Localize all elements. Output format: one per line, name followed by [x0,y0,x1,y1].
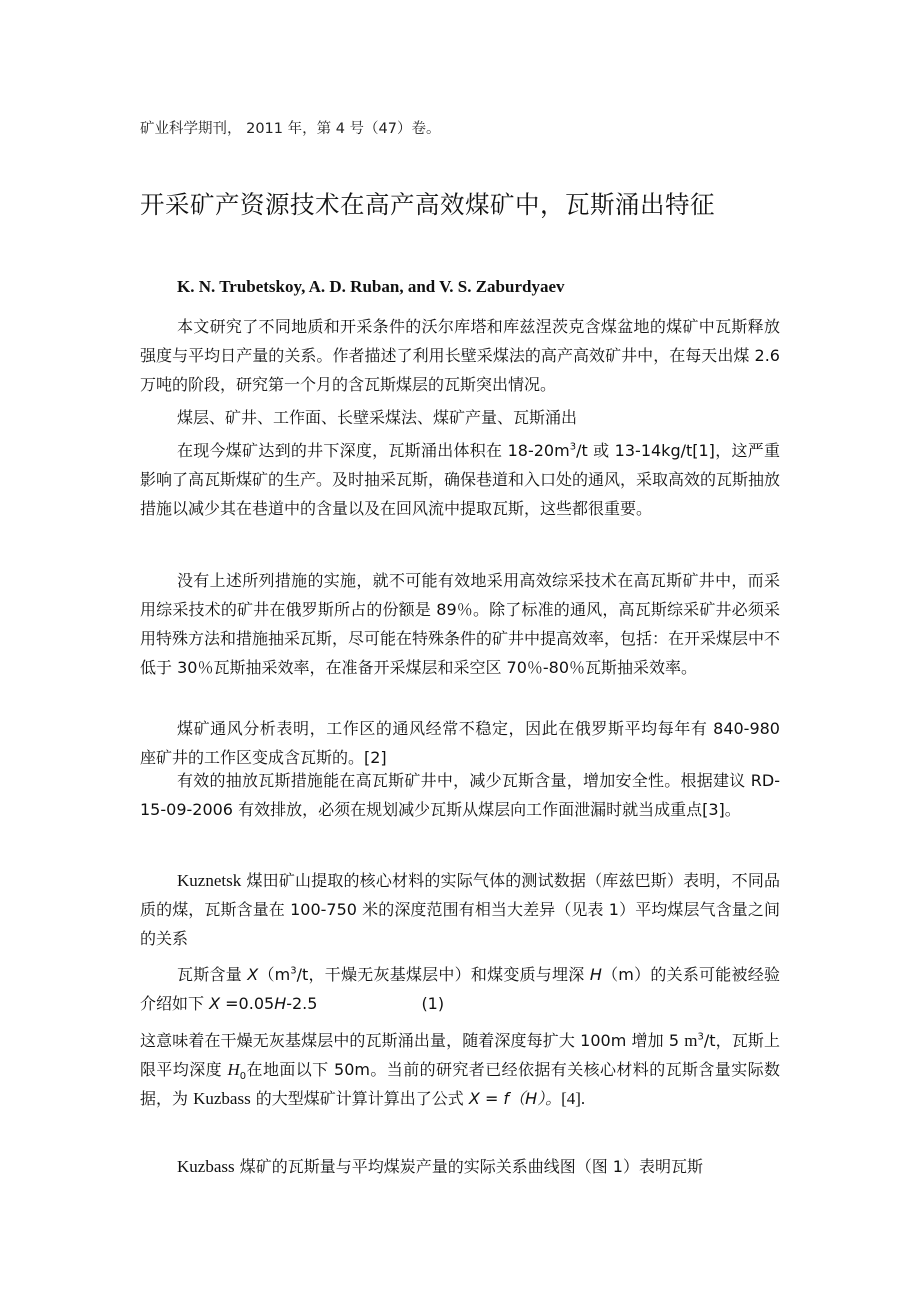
p7-c: 在地面以下 50m。当前的研究者已经依据有关核心材料的瓦斯含量实际数据，为 [140,1060,780,1108]
p5-text: 煤田矿山提取的核心材料的实际气体的测试数据（库兹巴斯）表明，不同品质的煤，瓦斯含量在 100-750 米的深度范围有相当大差异（见表 1）平均煤层气含量之间的关系 [140,871,780,948]
paragraph-3: 煤矿通风分析表明，工作区的通风经常不稳定，因此在俄罗斯平均每年有 840-980 座矿井的工作区变成含瓦斯的。[2] [140,719,780,767]
p6-sup: 3 [290,965,297,977]
p7-formula: X = f（H）。 [468,1089,562,1108]
p1-text-b: /t 或 13-14kg/t[1]，这严重影响了高瓦斯煤矿的生产。及时抽采瓦斯，确保巷道和入口处的通风，采取高效的瓦斯抽放措施以减少其在巷道中的含量以及在回风流中提取瓦斯，这些都很重要。 [140,441,781,518]
p7-m: m [684,1031,698,1050]
p6-x: X [247,965,259,984]
p1-text-a: 在现今煤矿达到的井下深度，瓦斯涌出体积在 18-20m [177,441,570,460]
p7-sub: 0 [239,1071,247,1083]
p7-sup: 3 [697,1031,704,1043]
p6-h: H [589,965,602,984]
p5-kuznetsk: Kuznetsk [177,871,242,890]
p1-sup: 3 [569,441,577,453]
p6-e: =0.05 [220,994,275,1013]
p7-d: 的大型煤矿计算计算出了公式 [250,1089,469,1108]
p8-text: 煤矿的瓦斯量与平均煤炭产量的实际关系曲线图（图 1）表明瓦斯 [234,1157,703,1176]
paragraph-2: 没有上述所列措施的实施，就不可能有效地采用高效综采技术在高瓦斯矿井中，而采用综采技术的矿井在俄罗斯所占的份额是 89％。除了标准的通风，高瓦斯综采矿井必须采用特殊方法和措施抽采瓦斯，尽可能在特殊条件的矿井中提高效率，包括：在开采煤层中不低于 30％瓦斯抽采效率，在准备开采煤层和采空区 70％-80％瓦斯抽采效率。 [140,571,781,677]
p6-x2: X [209,994,221,1013]
p7-kuzbass: Kuzbass [193,1089,251,1108]
paper-title: 开采矿产资源技术在高产高效煤矿中，瓦斯涌出特征 [140,190,715,219]
p8-kuzbass: Kuzbass [177,1157,235,1176]
paragraph-4: 有效的抽放瓦斯措施能在高瓦斯矿井中，减少瓦斯含量，增加安全性。根据建议 RD-15-09-2006 有效排放，必须在规划减少瓦斯从煤层向工作面泄漏时就当成重点[3]。 [140,771,780,819]
p6-h2: H [274,994,287,1013]
p6-a: 瓦斯含量 [177,965,248,984]
paragraph-8 [140,1152,780,1181]
journal-header: 矿业科学期刊， 2011 年，第 4 号（47）卷。 [140,121,441,137]
p6-c: /t，干燥无灰基煤层中）和煤变质与埋深 [296,965,590,984]
paragraph-5 [140,866,780,953]
p7-b: /t，瓦斯上限平均深度 [140,1031,780,1079]
equation-number: (1) [421,994,445,1013]
paragraph-6-formula [140,960,780,1018]
p7-a: 这意味着在干燥无灰基煤层中的瓦斯涌出量，随着深度每扩大 100m 增加 5 [140,1031,685,1050]
p7-ref: [4]. [561,1089,586,1108]
p6-b: （m [258,965,291,984]
p7-h0: H [227,1060,240,1079]
p6-f: -2.5 [286,994,318,1013]
abstract: 本文研究了不同地质和开采条件的沃尔库塔和库兹涅茨克含煤盆地的煤矿中瓦斯释放强度与平均日产量的关系。作者描述了利用长壁采煤法的高产高效矿井中，在每天出煤 2.6 万吨的阶段，研究第一个月的含瓦斯煤层的瓦斯突出情况。 [140,317,780,394]
paragraph-7 [140,1026,780,1113]
keywords: 煤层、矿井、工作面、长壁采煤法、煤矿产量、瓦斯涌出 [177,408,578,427]
paragraph-1 [140,436,780,523]
p6-d: （m）的关系可能被经验介绍如下 [140,965,780,1013]
authors: K. N. Trubetskoy, A. D. Ruban, and V. S. Zaburdyaev [177,277,565,296]
